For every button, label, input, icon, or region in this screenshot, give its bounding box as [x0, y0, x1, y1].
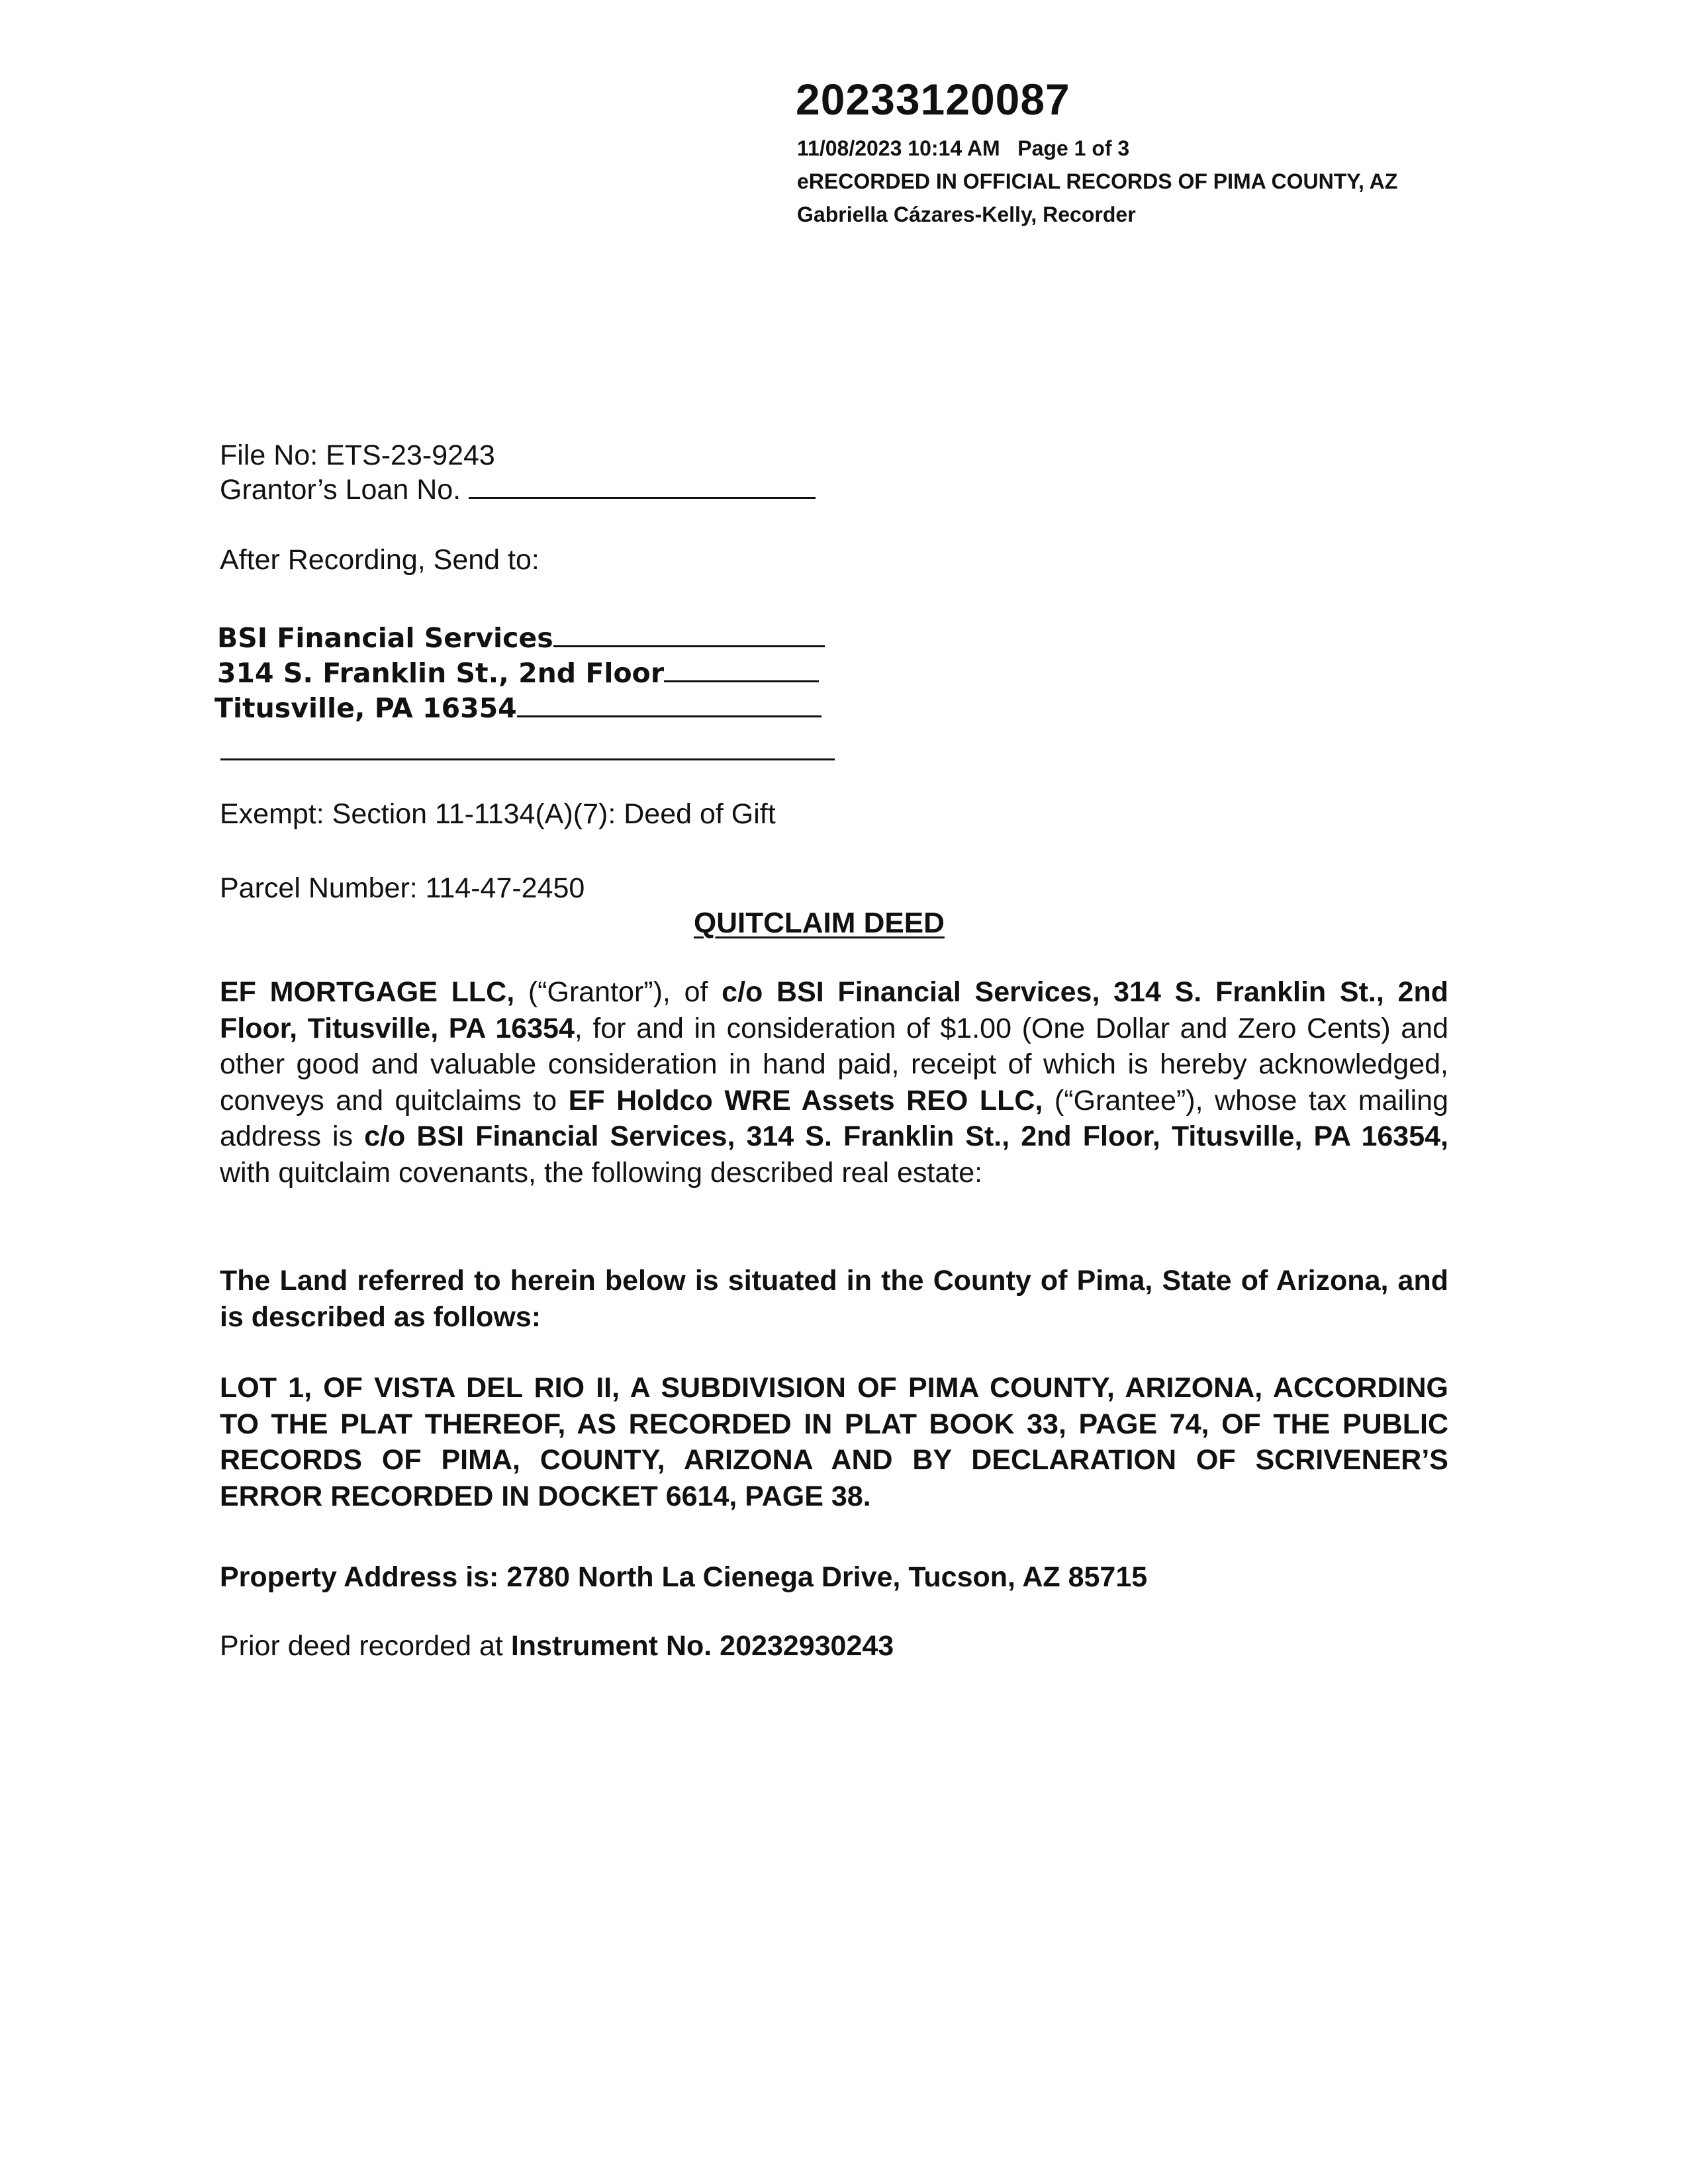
grant-text: (“Grantee”), whose tax mailing address is: [220, 1084, 1448, 1152]
return-address-line-3: [214, 692, 821, 724]
grant-text: , for and in consideration of $1.00 (One Dollar and Zero Cents) and other good and valuable consideration in hand paid, receipt of which is hereby acknowledged, conveys and quitclaims to: [220, 1012, 1448, 1116]
land-intro: The Land referred to herein below is situated in the County of Pima, State of Arizona, and is described as follows:: [220, 1265, 1448, 1333]
grantee-name: EF Holdco WRE Assets REO LLC,: [568, 1084, 1043, 1116]
recording-notice: eRECORDED IN OFFICIAL RECORDS OF PIMA COUNTY, AZ: [797, 169, 1398, 193]
loan-number-blank: [469, 496, 816, 499]
return-address-city: Titusville, PA 16354: [214, 692, 517, 724]
address-blank: [664, 680, 819, 682]
grant-text: with quitclaim covenants, the following described real estate:: [220, 1156, 983, 1189]
recording-page-info: Page 1 of 3: [1017, 136, 1130, 160]
loan-number-label: Grantor’s Loan No.: [220, 474, 461, 506]
after-recording-label: After Recording, Send to:: [220, 544, 539, 576]
return-address-line-2: [217, 657, 819, 689]
grant-paragraph: [220, 974, 1448, 1191]
grantee-address: c/o BSI Financial Services, 314 S. Franklin St., 2nd Floor, Titusville, PA 16354,: [364, 1120, 1448, 1152]
property-address: Property Address is: 2780 North La Cienega Drive, Tucson, AZ 85715: [220, 1561, 1148, 1593]
prior-deed-label: Prior deed recorded at: [220, 1630, 511, 1662]
grantor-address: c/o BSI Financial Services, 314 S. Franklin St., 2nd Floor, Titusville, PA 16354: [220, 976, 1448, 1044]
grant-text: (“Grantor”), of: [514, 976, 722, 1008]
file-number: File No: ETS-23-9243: [220, 439, 495, 471]
return-address-blank-line: [220, 758, 835, 760]
return-address-company: BSI Financial Services: [217, 622, 553, 654]
prior-deed-line: [220, 1628, 1448, 1664]
return-address-street: 314 S. Franklin St., 2nd Floor: [217, 657, 665, 689]
recording-date-time: 11/08/2023 10:14 AM: [797, 136, 1000, 160]
document-number: 20233120087: [796, 75, 1070, 124]
return-address-line-1: [217, 622, 825, 654]
address-blank: [553, 645, 825, 647]
recorder-name: Gabriella Cázares-Kelly, Recorder: [797, 203, 1136, 226]
recording-date-line: [797, 136, 1129, 161]
address-blank: [517, 715, 821, 717]
document-title: QUITCLAIM DEED: [694, 907, 945, 939]
loan-number-line: [220, 474, 816, 506]
prior-deed-instrument: Instrument No. 20232930243: [510, 1630, 894, 1662]
parcel-number: Parcel Number: 114-47-2450: [220, 872, 585, 904]
legal-description: LOT 1, OF VISTA DEL RIO II, A SUBDIVISION OF PIMA COUNTY, ARIZONA, ACCORDING TO THE PLAT THEREOF, AS RECORDED IN PLAT BOOK 33, PAGE 74, OF THE PUBLIC RECORDS OF PIMA, COUNTY, ARIZONA AND BY DECLARATION OF SCRIVENER’S ERROR RECORDED IN DOCKET 6614, PAGE 38.: [220, 1372, 1448, 1512]
exemption-statement: Exempt: Section 11-1134(A)(7): Deed of Gift: [220, 798, 776, 830]
grantor-name: EF MORTGAGE LLC,: [220, 976, 515, 1008]
